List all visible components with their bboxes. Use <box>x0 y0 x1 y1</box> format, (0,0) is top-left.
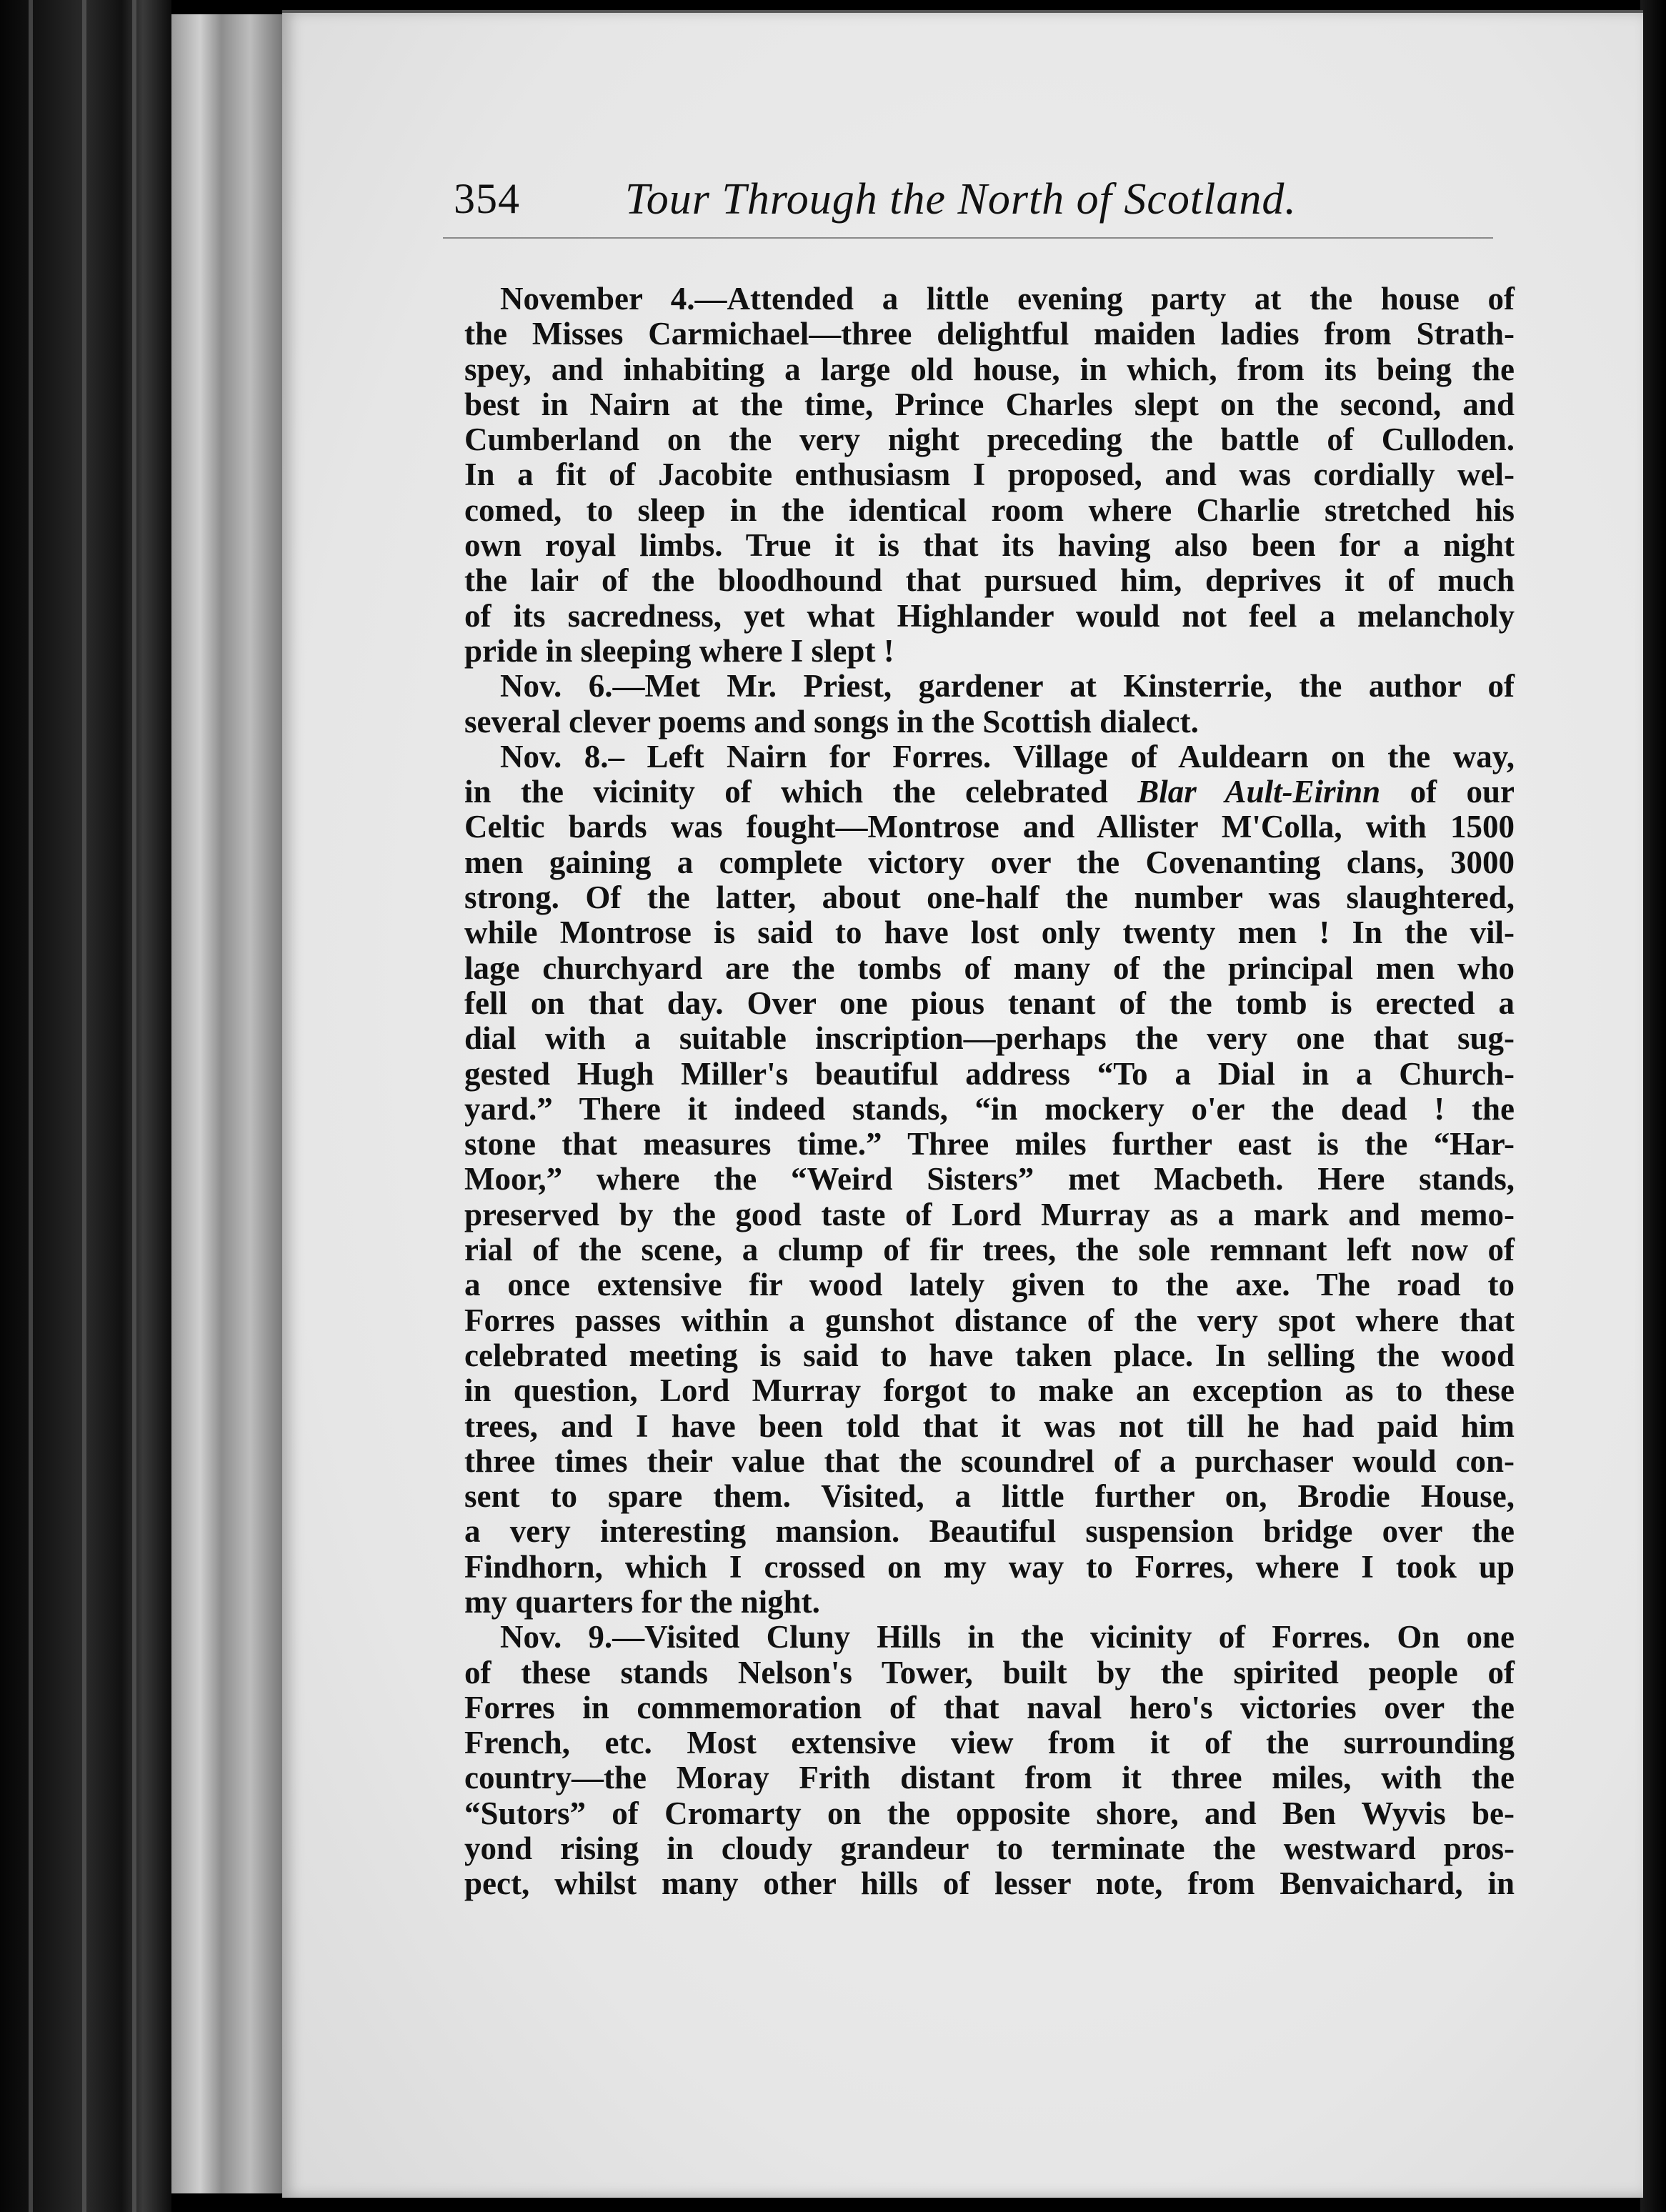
text-line: French, etc. Most extensive view from it of the surrounding <box>464 1725 1515 1761</box>
page-number: 354 <box>454 175 520 222</box>
text-line: celebrated meeting is said to have taken place. In selling the wood <box>464 1337 1515 1373</box>
text-line: pride in sleeping where I slept ! <box>464 632 894 669</box>
text-line: several clever poems and songs in the Scottish dialect. <box>464 703 1199 739</box>
text-line: a very interesting mansion. Beautiful suspension bridge over the <box>464 1513 1515 1550</box>
text-line: Moor,” where the “Weird Sisters” met Macbeth. Here stands, <box>464 1161 1515 1197</box>
text-line: the Misses Carmichael—three delightful maiden ladies from Strath- <box>464 316 1515 352</box>
text-line: Nov. 6.—Met Mr. Priest, gardener at Kinsterrie, the author of <box>500 668 1515 704</box>
text-line: comed, to sleep in the identical room where Charlie stretched his <box>464 492 1515 528</box>
text-line: fell on that day. Over one pious tenant of the tomb is erected a <box>464 985 1515 1021</box>
text-line: yond rising in cloudy grandeur to terminate the westward pros- <box>464 1830 1515 1867</box>
text-line: the lair of the bloodhound that pursued him, deprives it of much <box>464 562 1515 599</box>
text-line: strong. Of the latter, about one-half the number was slaughtered, <box>464 880 1515 916</box>
text-line: own royal limbs. True it is that its having also been for a night <box>464 527 1515 564</box>
body-text <box>464 282 1515 1902</box>
text-line: Nov. 9.—Visited Cluny Hills in the vicinity of Forres. On one <box>500 1619 1515 1655</box>
text-line: of these stands Nelson's Tower, built by the spirited people of <box>464 1654 1515 1690</box>
text-line: Celtic bards was fought—Montrose and Allister M'Colla, with 1500 <box>464 809 1515 845</box>
text-line: stone that measures time.” Three miles further east is the “Har- <box>464 1126 1515 1162</box>
text-line: men gaining a complete victory over the Covenanting clans, 3000 <box>464 844 1515 880</box>
book-page <box>282 10 1643 2198</box>
text-line: Cumberland on the very night preceding the battle of Culloden. <box>464 422 1515 458</box>
text-line: best in Nairn at the time, Prince Charles slept on the second, and <box>464 386 1515 422</box>
text-line: a once extensive fir wood lately given to the axe. The road to <box>464 1267 1515 1303</box>
text-line: gested Hugh Miller's beautiful address “To a Dial in a Church- <box>464 1055 1515 1092</box>
running-title: Tour Through the North of Scotland. <box>625 175 1297 224</box>
text-line: of its sacredness, yet what Highlander would not feel a melancholy <box>464 597 1515 634</box>
text-line: rial of the scene, a clump of fir trees, the sole remnant left now of <box>464 1232 1515 1268</box>
page-edges <box>171 14 286 2193</box>
italic-title: Blar Ault-Eirinn <box>1137 774 1381 810</box>
text-line: lage churchyard are the tombs of many of the principal men who <box>464 950 1515 986</box>
text-line: in the vicinity of which the celebrated Blar Ault-Eirinn of our <box>464 774 1515 810</box>
text-line: spey, and inhabiting a large old house, in which, from its being the <box>464 351 1515 387</box>
text-line: “Sutors” of Cromarty on the opposite shore, and Ben Wyvis be- <box>464 1795 1515 1831</box>
text-line: pect, whilst many other hills of lesser note, from Benvaichard, in <box>464 1865 1515 1902</box>
text-line: yard.” There it indeed stands, “in mockery o'er the dead ! the <box>464 1090 1515 1127</box>
text-line: sent to spare them. Visited, a little further on, Brodie House, <box>464 1478 1515 1515</box>
text-line: in question, Lord Murray forgot to make an exception as to these <box>464 1372 1515 1409</box>
text-line: Forres in commemoration of that naval hero's victories over the <box>464 1689 1515 1725</box>
text-line: dial with a suitable inscription—perhaps the very one that sug- <box>464 1020 1515 1057</box>
text-line: trees, and I have been told that it was not till he had paid him <box>464 1408 1515 1444</box>
text-line: November 4.—Attended a little evening party at the house of <box>500 281 1515 317</box>
text-line: three times their value that the scoundrel of a purchaser would con- <box>464 1443 1515 1479</box>
text-line: Nov. 8.– Left Nairn for Forres. Village of Auldearn on the way, <box>500 738 1515 774</box>
book-binding <box>0 0 171 2212</box>
text-line: my quarters for the night. <box>464 1583 820 1620</box>
header-rule <box>443 237 1493 239</box>
right-margin-shadow <box>1640 0 1666 2212</box>
text-line: country—the Moray Frith distant from it three miles, with the <box>464 1760 1515 1796</box>
text-line: preserved by the good taste of Lord Murray as a mark and memo- <box>464 1196 1515 1232</box>
page-top-edge <box>282 10 1643 13</box>
text-line: Findhorn, which I crossed on my way to Forres, where I took up <box>464 1548 1515 1585</box>
text-line: while Montrose is said to have lost only twenty men ! In the vil- <box>464 915 1515 951</box>
text-line: Forres passes within a gunshot distance of the very spot where that <box>464 1302 1515 1338</box>
running-head <box>454 174 1597 231</box>
text-line: In a fit of Jacobite enthusiasm I proposed, and was cordially wel- <box>464 457 1515 493</box>
